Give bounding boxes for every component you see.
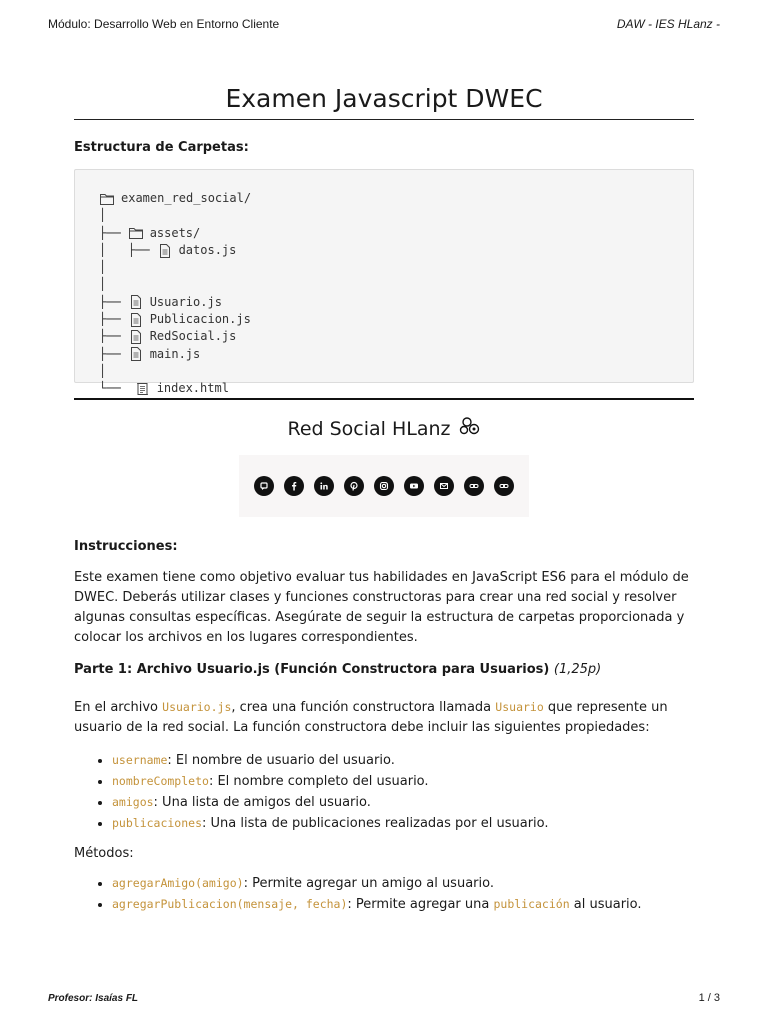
part1-points: (1,25p) [553, 662, 602, 677]
tree-usuario [99, 294, 669, 311]
method-text: al usuario. [573, 897, 642, 912]
part1-file-code: Usuario.js [162, 700, 232, 714]
list-item [112, 750, 694, 771]
youtube-icon[interactable] [404, 476, 424, 496]
folder-icon [99, 192, 115, 206]
facebook-icon[interactable] [284, 476, 304, 496]
list-item [112, 873, 694, 894]
property-text: : Una lista de publicaciones realizadas por el usuario. [202, 816, 549, 831]
file-icon [157, 244, 173, 258]
methods-label: Métodos: [74, 846, 134, 861]
tree-branch: ├── [99, 225, 121, 240]
properties-list [74, 750, 694, 834]
header-module: Módulo: Desarrollo Web en Entorno Cliente [48, 17, 280, 31]
tree-pipe: │ [99, 208, 107, 223]
page-title: Examen Javascript DWEC [74, 84, 694, 120]
tree-connector [99, 207, 669, 224]
social-links-bar [239, 455, 529, 517]
property-text: : Una lista de amigos del usuario. [153, 795, 371, 810]
instructions-title: Instrucciones: [74, 539, 178, 554]
network-icon [459, 416, 481, 441]
link-icon[interactable] [494, 476, 514, 496]
tree-pipe: │ [99, 363, 107, 378]
tree-publicacion-label: Publicacion.js [149, 312, 251, 327]
method-text: : Permite agregar un amigo al usuario. [243, 876, 494, 891]
tree-root [99, 190, 669, 207]
blog-icon[interactable] [254, 476, 274, 496]
part1-constructor-code: Usuario [495, 700, 544, 714]
tree-index [99, 380, 669, 397]
tree-branch-last: └── [99, 381, 121, 396]
instructions-intro: Este examen tiene como objetivo evaluar tus habilidades en JavaScript ES6 para el módulo de DWEC. Deberás utilizar clases y funciones constructoras para crear una red social y resolver algunas consultas específicas. Asegúrate de seguir la estructura de carpetas proporcionada y colocar los archivos en los lugares correspondientes. [74, 570, 689, 645]
tree-redsocial [99, 328, 669, 345]
file-icon [128, 347, 144, 361]
list-item [112, 792, 694, 813]
social-title: Red Social HLanz [287, 417, 451, 440]
property-code: publicaciones [112, 816, 203, 830]
page-number: 1 / 3 [698, 992, 720, 1004]
property-code: nombreCompleto [112, 774, 209, 788]
html-file-icon [135, 382, 151, 396]
file-icon [128, 313, 144, 327]
tree-branch: ├── [99, 329, 121, 344]
instagram-icon[interactable] [374, 476, 394, 496]
methods-list [74, 873, 694, 915]
property-code: username [112, 753, 168, 767]
tree-branch: ├── [99, 294, 121, 309]
social-heading [74, 416, 694, 441]
structure-label: Estructura de Carpetas: [74, 140, 249, 155]
tree-publicacion [99, 311, 669, 328]
tree-usuario-label: Usuario.js [149, 294, 222, 309]
list-item [112, 813, 694, 834]
file-icon [128, 330, 144, 344]
list-item [112, 771, 694, 792]
tree-connector [99, 276, 669, 293]
part1-description [74, 697, 694, 738]
pinterest-icon[interactable] [344, 476, 364, 496]
tree-connector [99, 259, 669, 276]
folder-icon [128, 226, 144, 240]
tree-main [99, 346, 669, 363]
tree-assets-label: assets/ [149, 225, 201, 240]
tree-branch: │ ├── [99, 242, 150, 257]
tree-connector [99, 363, 669, 380]
tree-pipe: │ [99, 277, 107, 292]
property-text: : El nombre completo del usuario. [208, 774, 429, 789]
part1-title-text: Parte 1: Archivo Usuario.js (Función Constructora para Usuarios) [74, 662, 550, 677]
method-code: agregarPublicacion(mensaje, fecha) [112, 897, 348, 911]
link-icon[interactable] [464, 476, 484, 496]
file-icon [128, 295, 144, 309]
property-code: amigos [112, 795, 154, 809]
method-inline-code: publicación [493, 897, 570, 911]
folder-structure [74, 169, 694, 396]
header-school: DAW - IES HLanz - [616, 17, 720, 31]
tree-datos [99, 242, 669, 259]
property-text: : El nombre de usuario del usuario. [167, 753, 395, 768]
section-divider [74, 398, 694, 400]
part1-text: En el archivo [74, 700, 158, 715]
tree-index-label: index.html [156, 381, 229, 396]
tree-branch: ├── [99, 346, 121, 361]
part1-text: , crea una función constructora llamada [231, 700, 492, 715]
tree-root-label: examen_red_social/ [121, 191, 252, 205]
linkedin-icon[interactable] [314, 476, 334, 496]
footer-teacher: Profesor: Isaías FL [48, 993, 139, 1004]
tree-main-label: main.js [149, 346, 201, 361]
tree-branch: ├── [99, 312, 121, 327]
tree-redsocial-label: RedSocial.js [149, 329, 237, 344]
email-icon[interactable] [434, 476, 454, 496]
part1-text: que represente un usuario de la red social. La función constructora debe incluir las siguientes propiedades: [74, 700, 668, 735]
document-body [74, 84, 694, 915]
list-item [112, 894, 694, 915]
tree-datos-label: datos.js [178, 242, 237, 257]
method-text: : Permite agregar una [347, 897, 490, 912]
method-code: agregarAmigo(amigo) [112, 876, 244, 890]
tree-assets [99, 225, 669, 242]
part1-title [74, 662, 694, 677]
tree-pipe: │ [99, 260, 107, 275]
